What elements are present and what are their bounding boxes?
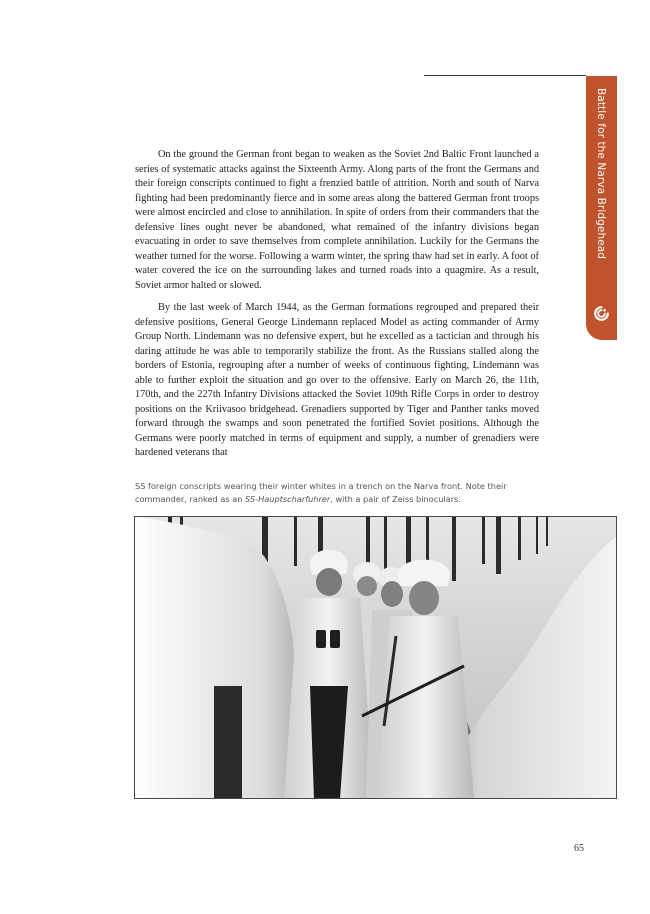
figure-caption xyxy=(135,480,539,505)
trench-photo xyxy=(134,516,617,799)
section-side-tab xyxy=(586,76,617,340)
header-rule xyxy=(424,75,586,76)
body-paragraph-1: On the ground the German front began to weaken as the Soviet 2nd Baltic Front launched a series of systematic attacks against the Sixteenth Army. Along parts of the front the Germans and their foreign conscripts continued to fight a frenzied battle of attrition. North and south of Narva fighting had been predominantly fierce and in some areas along the battered German front troops were almost encircled and close to annihilation. In spite of orders from their commanders that the defensive lines ought never be abandoned, what remained of the infantry divisions began evacuating in order to save themselves from complete annihilation. Luckily for the Germans the weather turned for the worse. Following a warm winter, the spring thaw had set in early. A foot of water covered the ice on the surrounding lakes and turned roads into a quagmire. As a result, Soviet armor halted or slowed. xyxy=(135,149,539,291)
caption-text-2: , with a pair of Zeiss binoculars. xyxy=(330,493,461,504)
body-text xyxy=(135,148,539,469)
caption-rank-italic: SS-Hauptscharfuhrer xyxy=(245,493,331,504)
page-number: 65 xyxy=(574,843,584,854)
section-title: Battle for the Narva Bridgehead xyxy=(595,88,607,260)
caption-text-1: SS foreign conscripts wearing their winter whites in a trench on the Narva front. Note their commander, ranked as an xyxy=(135,481,507,504)
photo-wooden-post-left xyxy=(214,686,242,799)
crescent-swirl-icon xyxy=(594,306,609,321)
body-paragraph-2: By the last week of March 1944, as the German formations regrouped and prepared their defensive positions, General George Lindemann replaced Model as acting commander of Army Group North. Lindemann was no defensive expert, but he excelled as a tactician and through his daring attitude he was able to temporarily stabilize the front. As the Russians stalled along the borders of Estonia, regrouping after a number of weeks of continuous fighting, Lindemann was able to further exploit the situation and go over to the offensive. Early on March 26, the 11th, 170th, and the 227th Infantry Divisions attacked the Soviet 109th Rifle Corps in order to destroy positions on the Kriivasoo bridgehead. Grenadiers supported by Tiger and Panther tanks moved forward through the swamps and soon penetrated the fortified Soviet positions. Although the Germans were poorly matched in terms of equipment and supply, a number of grenadiers were hardened veterans that xyxy=(135,302,539,458)
